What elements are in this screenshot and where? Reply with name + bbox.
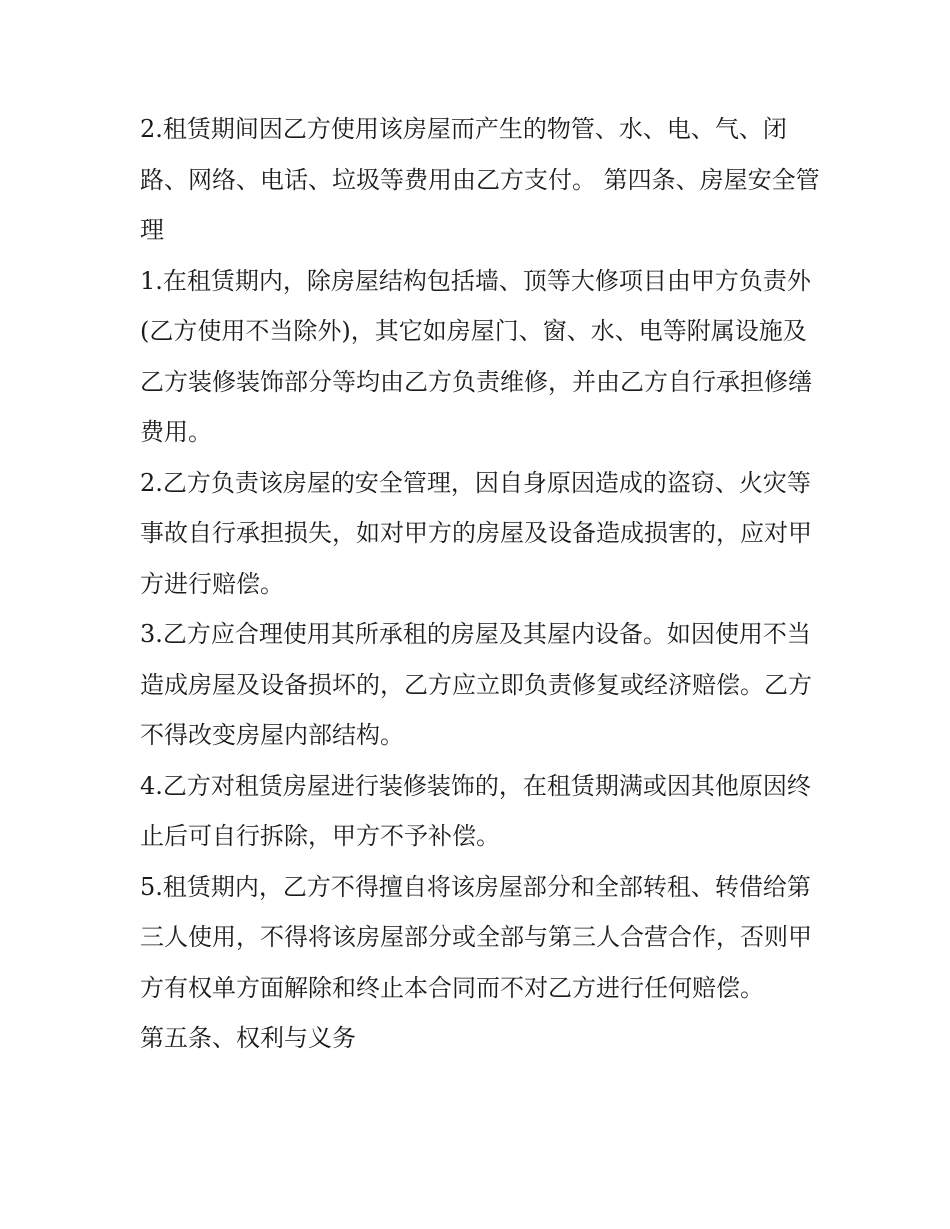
paragraph-utilities-fees: 2.租赁期间因乙方使用该房屋而产生的物管、水、电、气、闭路、网络、电话、垃圾等费用由乙方支付。 第四条、房屋安全管理 bbox=[140, 115, 820, 244]
paragraph-proper-use: 3.乙方应合理使用其所承租的房屋及其屋内设备。如因使用不当造成房屋及设备损坏的，乙方应立即负责修复或经济赔偿。乙方不得改变房屋内部结构。 bbox=[140, 620, 812, 749]
section-heading-rights-obligations: 第五条、权利与义务 bbox=[140, 1024, 356, 1052]
paragraph-repair-responsibility: 1.在租赁期内，除房屋结构包括墙、顶等大修项目由甲方负责外(乙方使用不当除外)，其它如房屋门、窗、水、电等附属设施及乙方装修装饰部分等均由乙方负责维修，并由乙方自行承担修缮费用。 bbox=[140, 266, 812, 446]
paragraph-safety-management: 2.乙方负责该房屋的安全管理，因自身原因造成的盗窃、火灾等事故自行承担损失，如对甲方的房屋及设备造成损害的，应对甲方进行赔偿。 bbox=[140, 468, 812, 598]
paragraph-decoration-removal: 4.乙方对租赁房屋进行装修装饰的，在租赁期满或因其他原因终止后可自行拆除，甲方不予补偿。 bbox=[140, 771, 811, 850]
document-body bbox=[140, 104, 820, 1064]
paragraph-subletting-prohibition: 5.租赁期内，乙方不得擅自将该房屋部分和全部转租、转借给第三人使用，不得将该房屋部分或全部与第三人合营合作，否则甲方有权单方面解除和终止本合同而不对乙方进行任何赔偿。 bbox=[140, 872, 812, 1002]
